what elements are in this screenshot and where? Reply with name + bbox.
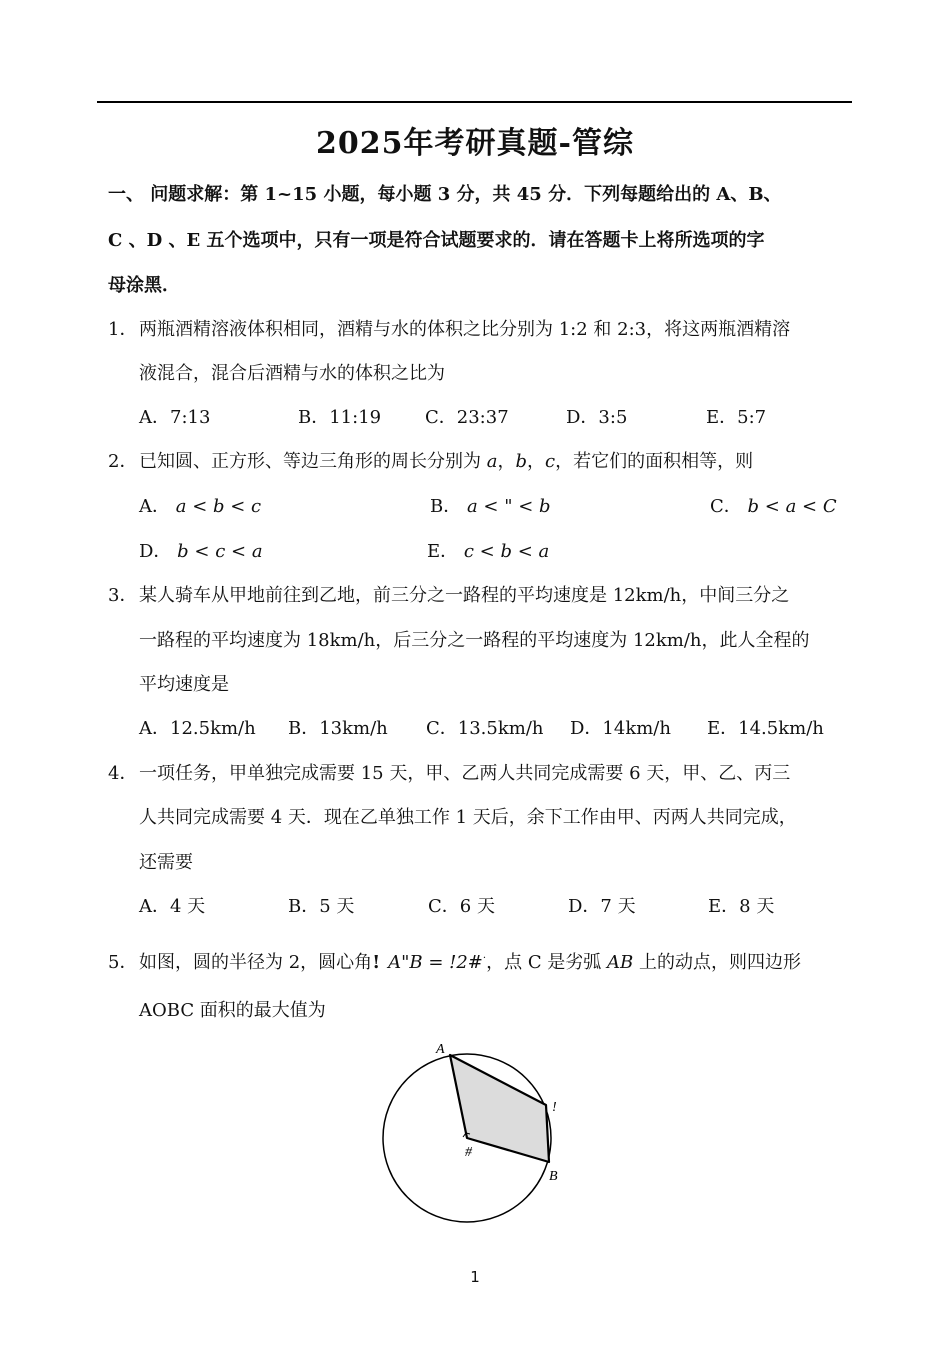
angle-symbol: ! xyxy=(372,952,381,973)
q1-option-d: D．3:5 xyxy=(566,407,628,428)
q3-option-e: E．14.5km/h xyxy=(707,718,824,739)
q4-option-c: C．6 天 xyxy=(428,896,495,917)
question-text: 一项任务，甲单独完成需要 15 天，甲、乙两人共同完成需要 6 天，甲、乙、丙三 xyxy=(139,763,791,784)
point-o-label: # xyxy=(465,1145,472,1160)
question-text-post: 上的动点，则四边形 xyxy=(633,952,801,973)
variable-b: b xyxy=(515,451,527,472)
separator: ， xyxy=(497,451,516,472)
question-text-mid: ，点 C 是劣弧 xyxy=(486,952,608,973)
question-5-line2: AOBC 面积的最大值为 xyxy=(139,1000,326,1021)
q2-option-a: A． a < b < c xyxy=(139,496,262,517)
question-number: 1． xyxy=(108,319,138,340)
question-text-pre: 已知圆、正方形、等边三角形的周长分别为 xyxy=(139,451,487,472)
q4-option-d: D．7 天 xyxy=(568,896,636,917)
page-title: 2025年考研真题-管综 xyxy=(316,126,634,161)
degree-mark: · xyxy=(482,953,487,964)
q2-option-d: D． b < c < a xyxy=(139,541,263,562)
q1-option-e: E．5:7 xyxy=(706,407,767,428)
q2-option-e: E． c < b < a xyxy=(427,541,550,562)
angle-expression: A"B = !2# xyxy=(388,952,483,973)
variable-c: c xyxy=(545,451,556,472)
separator: ， xyxy=(527,451,545,472)
question-1-line2: 液混合，混合后酒精与水的体积之比为 xyxy=(139,363,445,384)
question-3 xyxy=(108,581,789,607)
question-4-line3: 还需要 xyxy=(139,852,193,873)
q3-option-c: C．13.5km/h xyxy=(426,718,544,739)
q3-option-d: D．14km/h xyxy=(570,718,671,739)
header-rule xyxy=(97,101,852,103)
question-number: 2． xyxy=(108,451,138,472)
q4-option-e: E．8 天 xyxy=(708,896,775,917)
section-instructions-line1: 一、 问题求解：第 1~15 小题，每小题 3 分，共 45 分．下列每题给出的 A、B、 xyxy=(108,184,782,205)
q4-option-b: B．5 天 xyxy=(288,896,355,917)
variable-a: a xyxy=(486,451,498,472)
question-1 xyxy=(108,315,790,341)
section-instructions-line3: 母涂黑． xyxy=(108,275,180,296)
point-b-label: B xyxy=(549,1169,558,1184)
question-text: 某人骑车从甲地前往到乙地，前三分之一路程的平均速度是 12km/h，中间三分之 xyxy=(139,585,790,606)
page-number: 1 xyxy=(470,1268,480,1286)
point-c-label: ! xyxy=(552,1100,557,1115)
question-text-post: ，若它们的面积相等，则 xyxy=(555,451,754,472)
question-number: 5． xyxy=(108,952,138,973)
question-text: 两瓶酒精溶液体积相同，酒精与水的体积之比分别为 1:2 和 2:3，将这两瓶酒精溶 xyxy=(139,319,791,340)
question-3-line3: 平均速度是 xyxy=(139,674,229,695)
point-a-label: A xyxy=(436,1042,445,1057)
question-text-pre: 如图，圆的半径为 2，圆心角 xyxy=(139,952,373,973)
q3-option-a: A．12.5km/h xyxy=(139,718,256,739)
q2-option-b: B． a < " < b xyxy=(430,496,551,517)
question-5 xyxy=(108,948,801,974)
question-number: 4． xyxy=(108,763,138,784)
q3-option-b: B．13km/h xyxy=(288,718,388,739)
question-2 xyxy=(108,447,753,473)
q4-option-a: A．4 天 xyxy=(139,896,206,917)
question-4 xyxy=(108,759,790,785)
q1-option-a: A．7:13 xyxy=(139,407,211,428)
q1-option-c: C．23:37 xyxy=(425,407,509,428)
circle-quadrilateral-figure xyxy=(370,1035,570,1235)
q2-option-c: C． b < a < C xyxy=(710,496,837,517)
section-instructions-line2: C 、D 、E 五个选项中，只有一项是符合试题要求的．请在答题卡上将所选项的字 xyxy=(108,230,765,251)
question-number: 3． xyxy=(108,585,138,606)
arc-label: AB xyxy=(607,952,634,973)
q1-option-b: B．11:19 xyxy=(298,407,382,428)
question-4-line2: 人共同完成需要 4 天．现在乙单独工作 1 天后，余下工作由甲、丙两人共同完成， xyxy=(139,807,797,828)
question-3-line2: 一路程的平均速度为 18km/h，后三分之一路程的平均速度为 12km/h，此人全程的 xyxy=(139,630,810,651)
